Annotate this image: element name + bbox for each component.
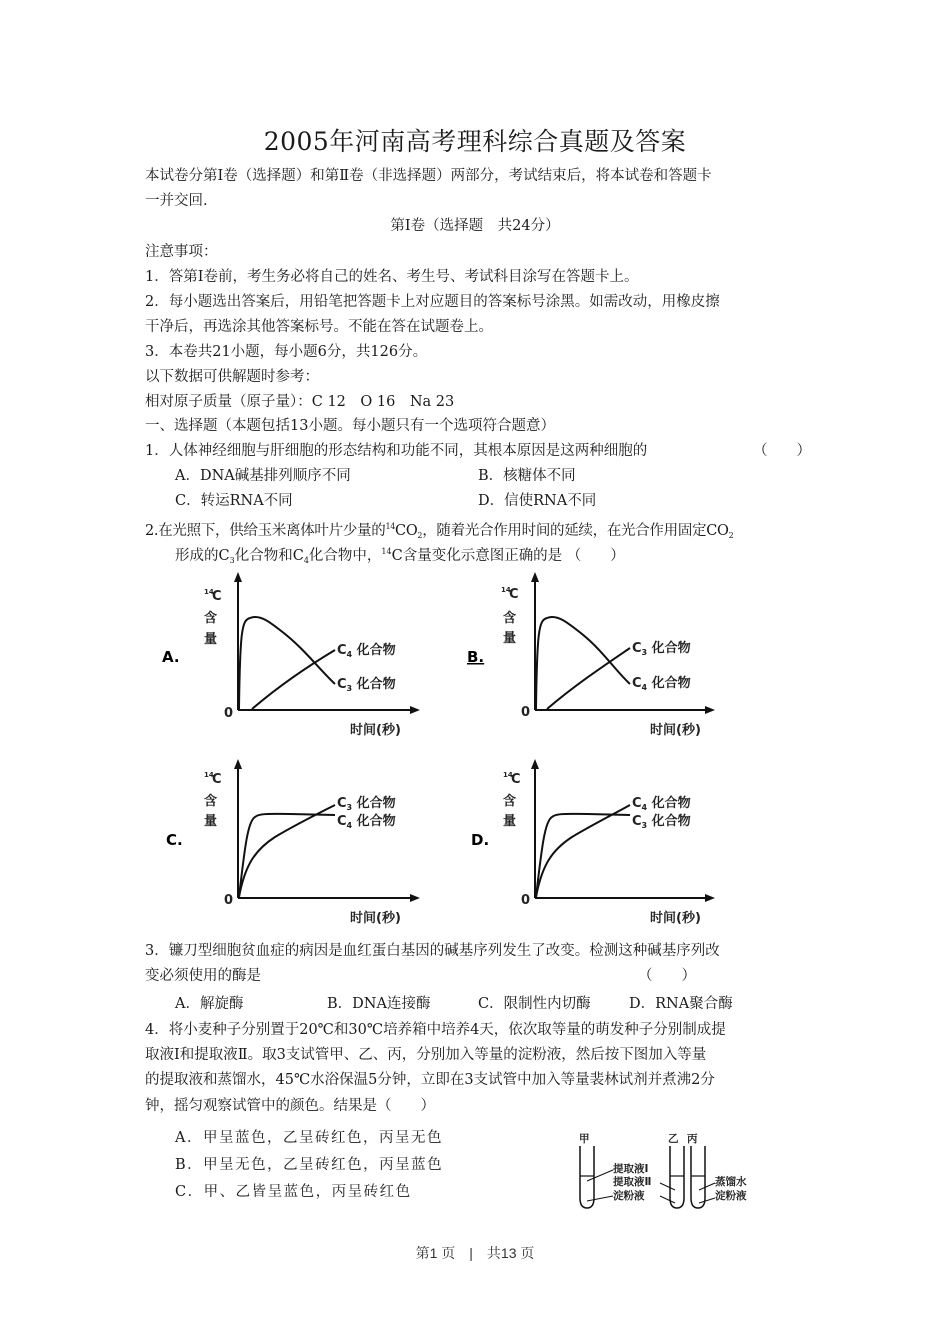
c3-curve (239, 617, 335, 709)
q3-stem-line-2: 变必须使用的酶是 (145, 968, 261, 984)
chart-option-label: D. (471, 831, 490, 849)
y-axis-label-sup: 14 (204, 771, 214, 779)
q1-option-d: D．信使RNA不同 (478, 493, 597, 509)
q3-option-a: A．解旋酶 (175, 996, 244, 1012)
y-axis-label: 含 (204, 611, 218, 626)
origin-label: 0 (224, 893, 234, 908)
y-axis-label-sup: 14 (501, 586, 511, 594)
q2-text: ，随着光合作用时间的延续，在光合作用固定CO (422, 523, 729, 539)
subscript: 2 (728, 531, 734, 540)
y-axis-label: 量 (204, 632, 218, 647)
label-extract-1: 提取液Ⅰ (613, 1163, 649, 1175)
y-axis-label: C (212, 772, 222, 787)
q1-stem: 1．人体神经细胞与肝细胞的形态结构和功能不同，其根本原因是这两种细胞的 (145, 443, 648, 459)
x-axis (535, 894, 715, 902)
q3-option-d: D．RNA聚合酶 (629, 996, 733, 1012)
y-axis-label: C (511, 772, 521, 787)
isotope-superscript: 14 (385, 522, 396, 531)
intro-line-2: 一并交回. (145, 193, 208, 209)
document-title: 2005年河南高考理科综合真题及答案 (263, 127, 687, 156)
series-label-top: $C_4$ 化合物 (632, 796, 691, 812)
q3-option-c: C．限制性内切酶 (478, 996, 591, 1012)
c4-curve (536, 617, 630, 709)
q2-stem-line-2 (175, 539, 625, 573)
test-tube-jia (580, 1146, 594, 1208)
label-extract-2: 提取液Ⅱ (613, 1176, 652, 1188)
q4-stem-line-1: 4．将小麦种子分别置于20℃和30℃培养箱中培养4天，依次取等量的萌发种子分别制成提 (145, 1022, 726, 1038)
label-starch-solution: 淀粉液 (613, 1190, 645, 1202)
tube-label-jia: 甲 (579, 1133, 590, 1145)
subscript: 3 (229, 556, 235, 565)
page-footer: 第1 页 | 共13 页 (415, 1245, 535, 1261)
x-axis-label: 时间(秒) (350, 911, 401, 926)
q4-stem-line-4: 钟，摇匀观察试管中的颜色。结果是（ ） (145, 1098, 435, 1114)
isotope-superscript: 14 (381, 547, 392, 556)
q2-text: 化合物和C (234, 548, 304, 564)
q1-option-a: A．DNA碱基排列顺序不同 (175, 468, 351, 484)
x-axis (535, 706, 715, 714)
chart-option-c (160, 755, 460, 934)
q3-option-b: B．DNA连接酶 (327, 996, 431, 1012)
series-label-bottom: $C_4$ 化合物 (632, 676, 691, 692)
test-tube-figure (565, 1128, 775, 1217)
c3-curve (547, 648, 630, 709)
series-label-bottom: $C_3$ 化合物 (632, 814, 691, 830)
y-axis-label: C (509, 587, 519, 602)
q3-answer-paren: （ ） (638, 968, 696, 984)
note-2: 2．每小题选出答案后，用铅笔把答题卡上对应题目的答案标号涂黑。如需改动，用橡皮擦 (145, 294, 720, 310)
y-axis-label-sup: 14 (204, 588, 214, 596)
q2-text: 2.在光照下，供给玉米离体叶片少量的 (145, 523, 386, 539)
series-label-top: $C_4$ 化合物 (337, 643, 396, 659)
q1-option-b: B．核糖体不同 (478, 468, 576, 484)
test-tube-yi (670, 1146, 684, 1208)
q4-stem-line-2: 取液Ⅰ和提取液Ⅱ。取3支试管甲、乙、丙，分别加入等量的淀粉液，然后按下图加入等量 (145, 1047, 707, 1063)
q2-text: CO (395, 523, 418, 539)
q1-option-c: C．转运RNA不同 (175, 493, 293, 509)
origin-label: 0 (224, 706, 234, 721)
chart-option-label: B. (467, 648, 485, 666)
q4-option-a: A．甲呈蓝色，乙呈砖红色，丙呈无色 (175, 1130, 443, 1146)
tube-label-yi: 乙 (668, 1133, 679, 1145)
series-label-bottom: $C_3$ 化合物 (337, 677, 396, 693)
x-axis-label: 时间(秒) (650, 723, 701, 738)
series-label-top: $C_3$ 化合物 (337, 796, 396, 812)
q4-option-b: B．甲呈无色，乙呈砖红色，丙呈蓝色 (175, 1157, 444, 1173)
q3-stem-line-1: 3．镰刀型细胞贫血症的病因是血红蛋白基因的碱基序列发生了改变。检测这种碱基序列改 (145, 943, 720, 959)
note-1: 1．答第Ⅰ卷前，考生务必将自己的姓名、考生号、考试科目涂写在答题卡上。 (145, 269, 639, 285)
subscript: 2 (417, 531, 423, 540)
q2-answer-paren: （ ） (566, 548, 625, 564)
y-axis-label: C (212, 589, 222, 604)
section-heading: 第Ⅰ卷（选择题 共24分） (390, 218, 560, 234)
subscript: 4 (303, 556, 309, 565)
x-axis (238, 894, 420, 902)
note-2-cont: 干净后，再选涂其他答案标号。不能在答在试题卷上。 (145, 319, 493, 335)
c4-curve (239, 814, 335, 897)
chart-option-d (465, 755, 755, 934)
test-tube-bing (691, 1146, 705, 1208)
notes-heading: 注意事项： (145, 244, 218, 260)
y-axis-label: 含 (503, 794, 517, 809)
y-axis-label: 含 (503, 611, 517, 626)
x-axis-label: 时间(秒) (350, 723, 401, 738)
c3-curve (536, 814, 630, 897)
atomic-mass-line: 相对原子质量（原子量）：C 12 O 16 Na 23 (145, 394, 455, 410)
c4-curve (252, 650, 335, 709)
note-3: 3．本卷共21小题，每小题6分，共126分。 (145, 344, 428, 360)
q4-option-c: C．甲、乙皆呈蓝色，丙呈砖红色 (175, 1184, 412, 1200)
q2-text: 化合物中， (308, 548, 382, 564)
chart-option-b (465, 570, 755, 744)
y-axis-label: 量 (503, 631, 517, 646)
origin-label: 0 (521, 705, 531, 720)
chart-option-label: C. (166, 831, 183, 849)
y-axis-label: 含 (204, 794, 218, 809)
part-one-heading: 一、选择题（本题包括13小题。每小题只有一个选项符合题意） (145, 418, 555, 434)
q4-stem-line-3: 的提取液和蒸馏水，45℃水浴保温5分钟，立即在3支试管中加入等量裴林试剂并煮沸2分 (145, 1072, 715, 1088)
x-axis-label: 时间(秒) (650, 911, 701, 926)
y-axis-label: 量 (204, 814, 218, 829)
x-axis (238, 706, 420, 714)
intro-line-1: 本试卷分第Ⅰ卷（选择题）和第Ⅱ卷（非选择题）两部分，考试结束后，将本试卷和答题卡 (145, 168, 712, 184)
q2-text: C含量变化示意图正确的是 (391, 548, 563, 564)
q2-text: 形成的C (175, 548, 230, 564)
series-label-bottom: $C_4$ 化合物 (337, 814, 396, 830)
tube-label-bing: 丙 (687, 1133, 698, 1145)
label-distilled-water: 蒸馏水 (715, 1176, 747, 1188)
y-axis-label-sup: 14 (503, 771, 513, 779)
chart-option-label: A. (162, 648, 180, 666)
reference-heading: 以下数据可供解题时参考： (145, 369, 319, 385)
label-starch-solution: 淀粉液 (715, 1190, 747, 1202)
q1-answer-paren: （ ） (753, 443, 811, 459)
chart-option-a (160, 570, 460, 744)
y-axis-label: 量 (503, 814, 517, 829)
series-label-top: $C_3$ 化合物 (632, 641, 691, 657)
origin-label: 0 (521, 893, 531, 908)
